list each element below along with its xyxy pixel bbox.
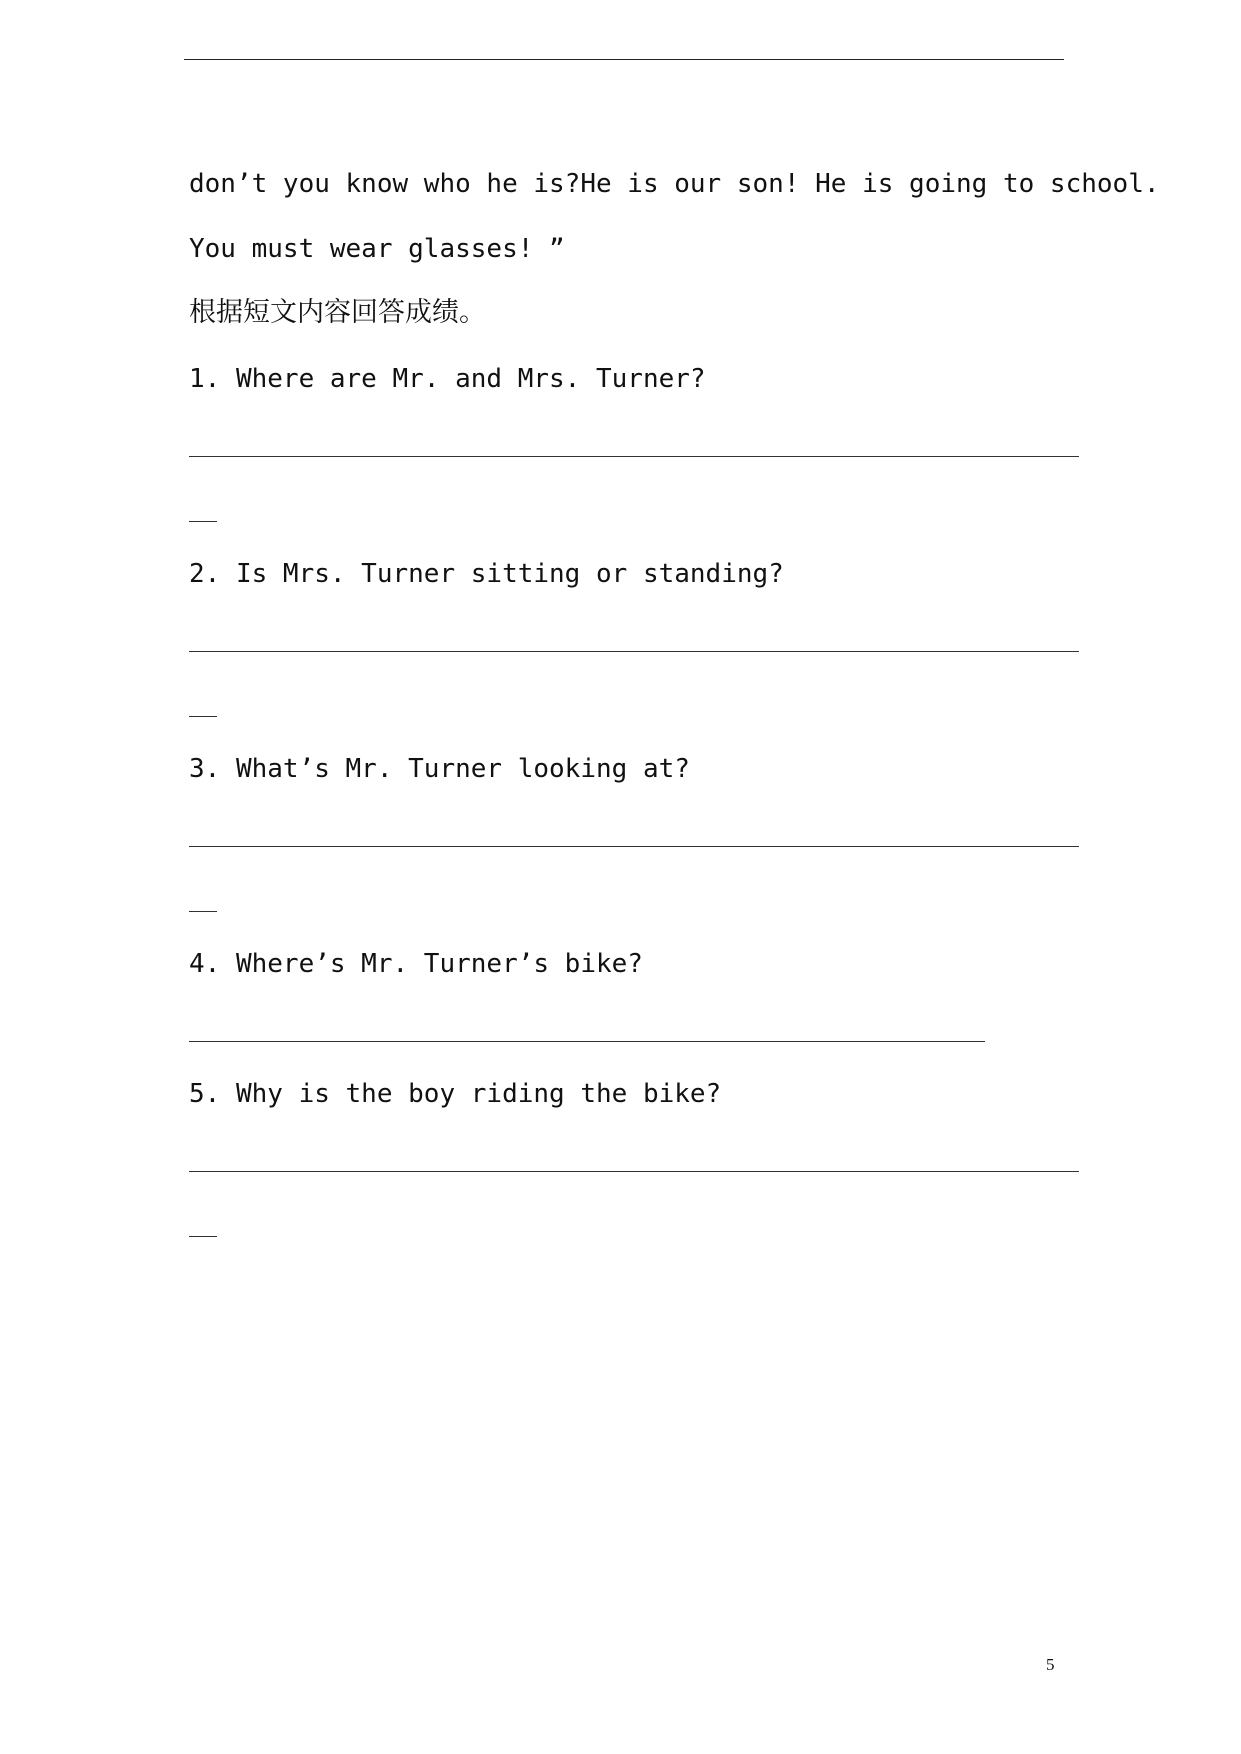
- question-1: 1. Where are Mr. and Mrs. Turner?: [189, 364, 706, 394]
- answer-line-4[interactable]: [189, 1041, 985, 1042]
- question-3: 3. What’s Mr. Turner looking at?: [189, 754, 690, 784]
- answer-line-1[interactable]: [189, 456, 1079, 457]
- question-2: 2. Is Mrs. Turner sitting or standing?: [189, 559, 784, 589]
- answer-line-2[interactable]: [189, 651, 1079, 652]
- page-number: 5: [1046, 1655, 1055, 1674]
- answer-line-2-cont: [189, 716, 217, 717]
- passage-line-1: don’t you know who he is?He is our son! He is going to school.: [189, 169, 1160, 199]
- answer-line-3[interactable]: [189, 846, 1079, 847]
- header-rule: [184, 59, 1064, 60]
- answer-line-3-cont: [189, 911, 217, 912]
- answer-line-5-cont: [189, 1236, 217, 1237]
- answer-line-1-cont: [189, 521, 217, 522]
- answer-line-5[interactable]: [189, 1171, 1079, 1172]
- instruction-text: 根据短文内容回答成绩。: [189, 297, 486, 328]
- question-5: 5. Why is the boy riding the bike?: [189, 1079, 722, 1109]
- question-4: 4. Where’s Mr. Turner’s bike?: [189, 949, 643, 979]
- passage-line-2: You must wear glasses! ”: [189, 234, 565, 264]
